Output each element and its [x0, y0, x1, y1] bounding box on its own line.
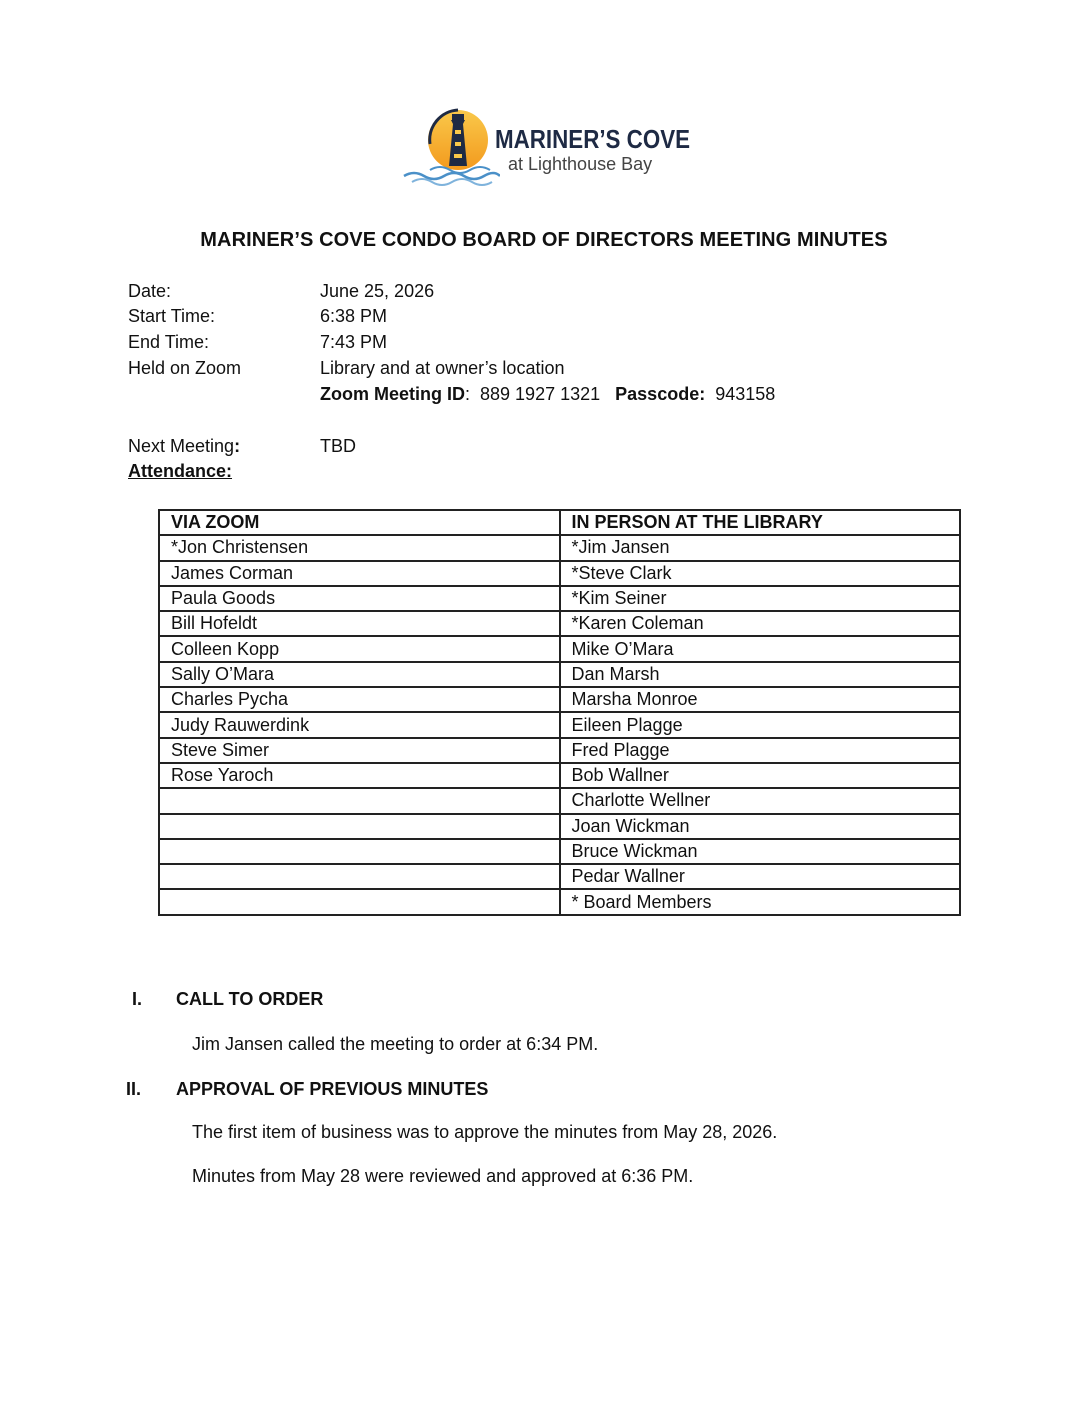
table-row: [159, 611, 960, 636]
in-person-attendee-cell: Charlotte Wellner: [560, 788, 961, 813]
in-person-attendee-cell: Dan Marsh: [560, 662, 961, 687]
section-2-paragraph-1: The first item of business was to approve the minutes from May 28, 2026.: [192, 1122, 778, 1142]
in-person-attendee-cell: Marsha Monroe: [560, 687, 961, 712]
zoom-attendee-cell: Bill Hofeldt: [159, 611, 560, 636]
next-meeting-value: TBD: [320, 436, 356, 456]
zoom-attendee-cell: Paula Goods: [159, 586, 560, 611]
column-header-in-person: IN PERSON AT THE LIBRARY: [560, 510, 961, 535]
lighthouse-icon: [400, 104, 500, 188]
zoom-attendee-cell: Colleen Kopp: [159, 636, 560, 661]
zoom-id-label: Zoom Meeting ID: [320, 384, 465, 404]
date-value: June 25, 2026: [320, 281, 435, 301]
in-person-attendee-cell: *Jim Jansen: [560, 535, 961, 560]
start-time-label: Start Time:: [128, 306, 216, 326]
attendance-table-body: [159, 535, 960, 914]
in-person-attendee-cell: Fred Plagge: [560, 738, 961, 763]
passcode-label: Passcode:: [615, 384, 706, 404]
in-person-attendee-cell: Bruce Wickman: [560, 839, 961, 864]
document-title: MARINER’S COVE CONDO BOARD OF DIRECTORS MEETING MINUTES: [200, 229, 888, 251]
section-1-title: CALL TO ORDER: [176, 989, 324, 1009]
in-person-attendee-cell: *Kim Seiner: [560, 586, 961, 611]
table-row: [159, 864, 960, 889]
table-row: [159, 586, 960, 611]
in-person-attendee-cell: *Steve Clark: [560, 561, 961, 586]
zoom-details: Zoom Meeting ID: 889 1927 1321 Passcode: 943158: [320, 384, 776, 404]
zoom-attendee-cell: [159, 788, 560, 813]
section-1-paragraph: Jim Jansen called the meeting to order at 6:34 PM.: [192, 1034, 599, 1054]
table-row: [159, 788, 960, 813]
zoom-attendee-cell: Sally O’Mara: [159, 662, 560, 687]
zoom-attendee-cell: [159, 814, 560, 839]
zoom-attendee-cell: *Jon Christensen: [159, 535, 560, 560]
start-time-value: 6:38 PM: [320, 306, 388, 326]
table-header-row: [159, 510, 960, 535]
table-row: [159, 662, 960, 687]
next-meeting-label: Next Meeting:: [128, 436, 241, 456]
table-row: [159, 889, 960, 914]
logo-subtitle: at Lighthouse Bay: [508, 154, 653, 174]
in-person-attendee-cell: * Board Members: [560, 889, 961, 914]
table-row: [159, 687, 960, 712]
zoom-id-value: 889 1927 1321: [480, 384, 601, 404]
in-person-attendee-cell: Mike O’Mara: [560, 636, 961, 661]
held-on-label: Held on Zoom: [128, 358, 242, 378]
attendance-table: [158, 509, 961, 916]
zoom-attendee-cell: Judy Rauwerdink: [159, 712, 560, 737]
table-row: [159, 712, 960, 737]
zoom-attendee-cell: Charles Pycha: [159, 687, 560, 712]
mariners-cove-logo: [400, 104, 690, 188]
in-person-attendee-cell: Eileen Plagge: [560, 712, 961, 737]
table-row: [159, 535, 960, 560]
zoom-attendee-cell: [159, 889, 560, 914]
table-row: [159, 814, 960, 839]
section-2-title: APPROVAL OF PREVIOUS MINUTES: [176, 1079, 489, 1099]
zoom-attendee-cell: Rose Yaroch: [159, 763, 560, 788]
in-person-attendee-cell: Bob Wallner: [560, 763, 961, 788]
held-on-value: Library and at owner’s location: [320, 358, 565, 378]
date-label: Date:: [128, 281, 172, 301]
end-time-label: End Time:: [128, 332, 210, 352]
table-row: [159, 561, 960, 586]
section-2-paragraph-2: Minutes from May 28 were reviewed and approved at 6:36 PM.: [192, 1166, 694, 1186]
passcode-value: 943158: [715, 384, 776, 404]
column-header-via-zoom: VIA ZOOM: [159, 510, 560, 535]
table-row: [159, 636, 960, 661]
zoom-attendee-cell: Steve Simer: [159, 738, 560, 763]
zoom-attendee-cell: [159, 839, 560, 864]
table-row: [159, 839, 960, 864]
end-time-value: 7:43 PM: [320, 332, 388, 352]
in-person-attendee-cell: *Karen Coleman: [560, 611, 961, 636]
section-1-number: I.: [132, 989, 143, 1009]
in-person-attendee-cell: Joan Wickman: [560, 814, 961, 839]
zoom-attendee-cell: [159, 864, 560, 889]
table-row: [159, 763, 960, 788]
section-2-number: II.: [126, 1079, 142, 1099]
attendance-label: Attendance:: [128, 461, 233, 481]
logo-title: MARINER’S COVE: [495, 124, 691, 154]
in-person-attendee-cell: Pedar Wallner: [560, 864, 961, 889]
zoom-attendee-cell: James Corman: [159, 561, 560, 586]
table-row: [159, 738, 960, 763]
